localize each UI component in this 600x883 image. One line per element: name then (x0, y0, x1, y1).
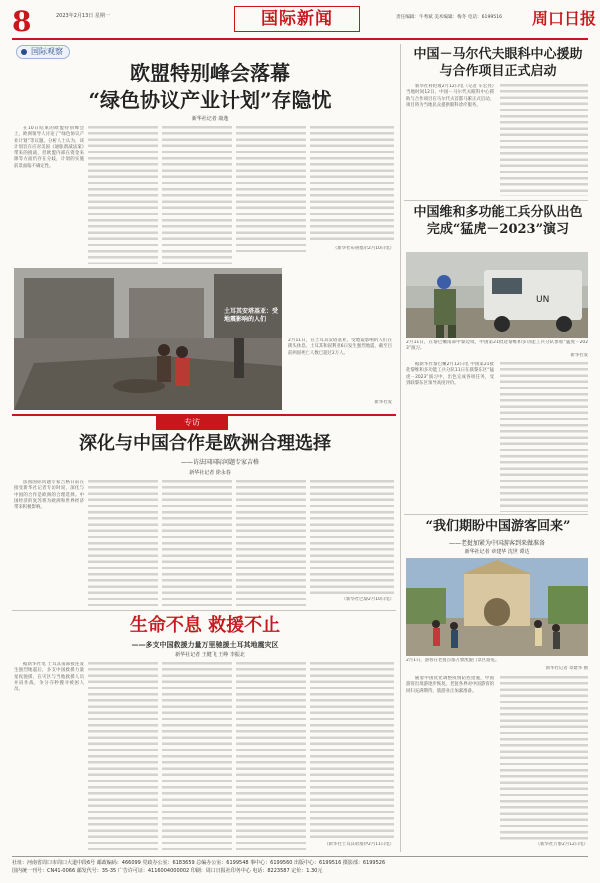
maldives-text: 新华社科伦坡2月12日电（记者 车宏亮）当地时间12日，中国－马尔代夫眼科中心援助与合作项目在马尔代夫首都马累正式启动。项目将为当地民众提供眼科诊疗服务。 (406, 84, 494, 108)
interview-text-column (236, 480, 306, 606)
tourists-byline: 新华社记者 章建华 沈世 谭达 (464, 549, 530, 555)
footer-publication-line: 国内统一刊号：CN41-0066 邮发代号：35-35 广告许可证：4116004000002 印刷：周口日报社印务中心 电话：8223587 定价：1.30元 (12, 868, 323, 874)
page-number: 8 (12, 5, 32, 38)
rescue-text-column (88, 662, 158, 850)
eu-text-column (310, 126, 394, 244)
turkey-caption: 2月11日，在土耳其安塔基亚，受地震影响的人们在街头休息。土耳其和叙利亚6日发生强烈地震，截至目前两国死亡人数已超过2万人。 (288, 338, 392, 356)
tourists-title: “我们期盼中国游客回来” (425, 519, 571, 534)
turkey-caption-title: 土耳其安塔基亚：受地震影响的人们 (224, 308, 279, 323)
eu-text-column (162, 126, 232, 264)
interview-text-column (88, 480, 158, 606)
footer-contact-line: 社址：河南省周口市周口大道中段6号 邮政编码：466099 党政办公室：6183659 总编办公室：6199548 事中心：6199560 出版中心：6199516 摄影部：6199526 (12, 860, 386, 866)
tiger-title: 中国维和多功能工兵分队出色完成“猛虎－2023”演习 (413, 205, 583, 237)
column-divider (400, 44, 401, 852)
eu-byline: 新华社记者 康逸 (191, 116, 229, 122)
page-footer (12, 856, 588, 875)
eu-dateline: （新华社布鲁塞尔2月10日电） (332, 246, 394, 251)
rescue-text-column (310, 662, 394, 840)
turkey-photo-credit: 新华社发 (374, 400, 392, 405)
eu-text-column (88, 126, 158, 264)
rescue-dateline: （新华社土耳其哈塔伊2月11日电） (324, 842, 394, 847)
interview-text-column (310, 480, 394, 596)
rescue-divider (12, 610, 396, 611)
rescue-byline: 新华社记者 王健飞 王峥 李振北 (175, 652, 245, 658)
interview-byline: 新华社记者 徐永春 (189, 470, 231, 476)
maldives-title: 中国－马尔代夫眼科中心援助与合作项目正式启动 (413, 47, 583, 79)
rescue-text-column (236, 662, 306, 850)
tiger-caption: 2月11日，在黎巴嫩南部中黎边境，中国第21批赴黎维和多功能工兵分队参加“猛虎－2023”演习。 (406, 340, 588, 352)
tourists-dateline: （新华社万象2月12日电） (535, 842, 588, 847)
newspaper-logo: 周口日报 (532, 9, 597, 28)
rescue-text: 据新华社电 土耳其南部接连发生强烈地震后，多支中国救援力量星夜驰援，在灾区与当地救援人员并肩作战，争分夺秒搜寻被困人员。 (14, 662, 84, 693)
interview-text: 法国国际问题专家吉格日前在接受新华社记者专访时说，深化与中国的合作是欧洲的合理选择。中国经济的复苏将为欧洲和世界经济带来积极影响。 (14, 480, 84, 511)
section-tag: 国际观察 (16, 45, 70, 59)
eu-lead-text: 在10日结束的欧盟特别峰会上，欧洲领导人讨论了“绿色协议产业计划”等议题。分析人士认为，该计划旨在应对美国《通胀削减法案》带来的挑战，但欧盟内部在资金来源等方面仍存在分歧，计划的实施前景面临不确定性。 (14, 126, 84, 169)
tourists-photo-credit: 新华社记者 章建华 摄 (545, 666, 588, 671)
tourists-text-column (500, 676, 588, 840)
section-title: 国际新闻 (234, 6, 360, 32)
tourists-photo (406, 558, 588, 656)
tourists-divider (404, 514, 588, 515)
interview-dateline: （新华社巴黎2月10日电） (341, 597, 394, 602)
rescue-title: 生命不息 救援不止 (129, 615, 281, 636)
tourists-text: 随着中国优化调整疫情防控措施，中国游客出境游逐步恢复。老挝各界对中国游客的回归充满期待，旅游业正加紧准备。 (406, 676, 494, 694)
header-rule (12, 38, 588, 40)
interview-label: 专访 (156, 416, 228, 430)
tiger-text-column (500, 362, 588, 512)
tiger-divider (404, 200, 588, 201)
interview-title: 深化与中国合作是欧洲合理选择 (79, 433, 331, 454)
tourists-subtitle: ——老挝加紧为中国游客到来做准备 (448, 540, 545, 547)
rescue-text-column (162, 662, 232, 850)
eu-text-column (236, 126, 306, 252)
issue-date: 2023年2月13日 星期一 (56, 13, 110, 19)
turkey-photo (14, 268, 282, 410)
tiger-photo-credit: 新华社发 (570, 353, 588, 358)
interview-subtitle: ——访法国国际问题专家吉格 (180, 459, 259, 466)
tiger-text: 据新华社黎巴嫩2月12日电 中国第21批赴黎维和多功能工兵分队11日在联黎东区“猛虎－2023”演习中，出色完成各项任务，受到联黎东区领导高度评价。 (406, 362, 494, 386)
rescue-subtitle: ——多支中国救援力量万里驰援土耳其地震灾区 (131, 641, 279, 649)
eu-title-line2: “绿色协议产业计划”存隐忧 (88, 88, 332, 112)
svg-text:UN: UN (536, 295, 550, 305)
tourists-caption: 2月1日，游客在老挝首都万象凯旋门景区游览。 (406, 658, 500, 663)
tiger-photo (406, 252, 588, 338)
editor-credits: 责任编辑：牛秀斌 美术编辑：梅冬 电话：6199516 (396, 15, 503, 20)
interview-text-column (162, 480, 232, 606)
eu-title-line1: 欧盟特别峰会落幕 (130, 61, 290, 85)
maldives-text-column (500, 84, 588, 196)
